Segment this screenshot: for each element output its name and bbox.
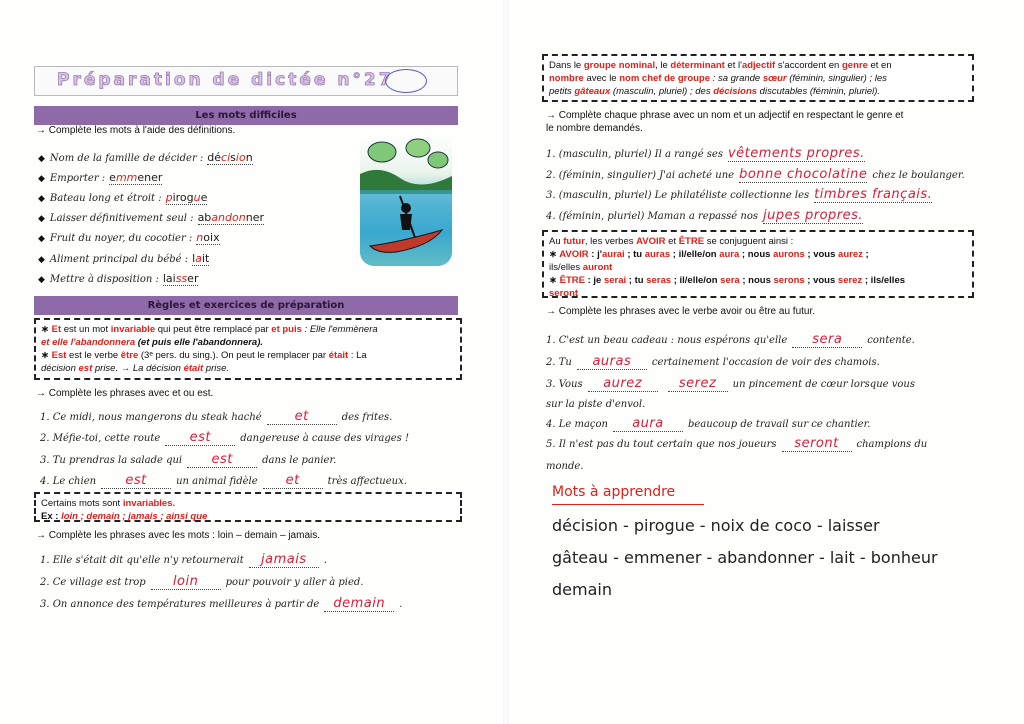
word-et: Et bbox=[51, 324, 62, 335]
handwritten-answer: sera bbox=[792, 332, 862, 348]
rule-text: Dans le bbox=[549, 60, 584, 71]
word-est: Est bbox=[51, 350, 67, 361]
word-filled-letters: ci bbox=[221, 151, 231, 164]
sentence-end: contente. bbox=[867, 335, 915, 346]
pronoun-text: ∗ bbox=[549, 275, 560, 286]
sentence-start: sur la piste d'envol. bbox=[546, 399, 646, 410]
word-filled-letters: mm bbox=[115, 171, 138, 184]
word-filled-letters: n bbox=[196, 231, 204, 244]
word-part: lai bbox=[162, 272, 176, 285]
pronoun-text: ; il/elle/on bbox=[671, 275, 721, 286]
rule-text: avec le bbox=[583, 73, 620, 84]
word-part: s bbox=[230, 151, 236, 164]
exercise-line bbox=[546, 394, 645, 412]
word-answer bbox=[192, 252, 209, 266]
rule-text: (3ᵉ pers. du sing.). On peut le remplacer par bbox=[138, 350, 329, 361]
word-definition-row bbox=[38, 148, 253, 166]
instruction-et-est: → Complète les phrases avec et ou est. bbox=[36, 388, 214, 399]
exercise-line bbox=[546, 374, 915, 392]
conjugated-form: ÊTRE bbox=[559, 275, 585, 286]
word-etre: être bbox=[120, 350, 139, 361]
word-part: n bbox=[245, 211, 253, 224]
pronoun-text: : je bbox=[584, 275, 604, 286]
rule-text: s'accordent en bbox=[775, 60, 842, 71]
sentence-start: 2. Tu bbox=[546, 357, 572, 368]
word-filled-letters: ss bbox=[175, 272, 188, 285]
sentence-end: certainement l'occasion de voir des chamois. bbox=[651, 357, 880, 368]
definition-clue: Nom de la famille de décider : bbox=[49, 153, 204, 164]
rule-et-est bbox=[34, 318, 462, 380]
bullet-icon: ◆ bbox=[38, 274, 45, 284]
mots-title: Mots à apprendre bbox=[552, 484, 676, 500]
sentence-end: très affectueux. bbox=[327, 476, 407, 487]
rule-text: et bbox=[665, 236, 679, 247]
rule-example-puis: (et puis elle l'abandonnera). bbox=[135, 337, 264, 348]
rule-text: discutables (féminin, pluriel). bbox=[757, 86, 881, 97]
mots-title-underline bbox=[552, 504, 704, 505]
exercise-line bbox=[546, 434, 927, 452]
conjugated-form: serai bbox=[603, 275, 627, 286]
exercise-line bbox=[40, 471, 407, 489]
rule-text: petits bbox=[549, 86, 575, 97]
word-groupe-nominal: groupe nominal bbox=[583, 60, 656, 71]
sentence-start: 1. C'est un beau cadeau : nous espérons qu'elle bbox=[546, 335, 788, 346]
rule-futur bbox=[542, 230, 974, 298]
right-page bbox=[512, 0, 1024, 724]
word-filled-letters: u bbox=[193, 191, 201, 204]
rule-text: Au bbox=[549, 236, 564, 247]
rule-text: prise. bbox=[203, 363, 230, 374]
definition-clue: Fruit du noyer, du cocotier : bbox=[49, 233, 193, 244]
sentence-end: un pincement de cœur lorsque vous bbox=[732, 379, 915, 390]
handwritten-answer: est bbox=[165, 430, 235, 446]
section-heading-regles: Règles et exercices de préparation bbox=[34, 296, 458, 315]
handwritten-answer: aura bbox=[613, 416, 683, 432]
rule-accord-adjectif bbox=[542, 54, 974, 102]
rule-text: Certains mots sont bbox=[41, 498, 123, 509]
definition-clue: Laisser définitivement seul : bbox=[49, 213, 194, 224]
sentence-start: 2. Ce village est trop bbox=[40, 577, 146, 588]
canoe-illustration bbox=[360, 134, 452, 266]
star-bullet: ∗ bbox=[41, 324, 49, 335]
exercise-line bbox=[546, 165, 965, 183]
bullet-icon: ◆ bbox=[38, 233, 45, 243]
handwritten-answer: jamais bbox=[249, 552, 319, 568]
sentence-start: 3. On annonce des températures meilleures à partir de bbox=[40, 599, 320, 610]
word-decisions: décisions bbox=[713, 86, 758, 97]
word-genre: genre bbox=[841, 60, 868, 71]
sentence-start: 1. (masculin, pluriel) Il a rangé ses bbox=[546, 149, 723, 160]
conjugated-form: aurons bbox=[773, 249, 805, 260]
rule-text: et en bbox=[867, 60, 892, 71]
canoe-drawing bbox=[360, 134, 452, 266]
word-definition-row bbox=[38, 168, 162, 186]
pronoun-text: ; vous bbox=[804, 275, 838, 286]
handwritten-answer: et bbox=[263, 473, 323, 489]
word-filled-letters: p bbox=[165, 191, 173, 204]
word-etre: ÊTRE bbox=[678, 236, 705, 247]
section-heading-mots-difficiles: Les mots difficiles bbox=[34, 106, 458, 125]
rule-example-et: et elle l'abandonnera bbox=[41, 337, 136, 348]
title-box bbox=[34, 66, 458, 96]
sentence-end: dangereuse à cause des virages ! bbox=[240, 433, 410, 444]
definition-clue: Aliment principal du bébé : bbox=[49, 254, 189, 265]
handwritten-answer: jupes propres. bbox=[763, 208, 864, 223]
page-title: Préparation de dictée n°27 bbox=[57, 70, 394, 90]
sentence-start: 5. Il n'est pas du tout certain que nos joueurs bbox=[546, 439, 777, 450]
pronoun-text: ; ils/elles bbox=[862, 275, 906, 286]
star-bullet: ∗ bbox=[41, 350, 49, 361]
handwritten-answer: est bbox=[101, 473, 171, 489]
exercise-line bbox=[40, 572, 363, 590]
word-part: er bbox=[187, 272, 199, 285]
rule-example: : Elle l'emmènera bbox=[301, 324, 378, 335]
word-part: i bbox=[201, 252, 206, 265]
word-answer bbox=[196, 231, 219, 245]
exercise-line bbox=[546, 456, 583, 474]
word-et-puis: et puis bbox=[271, 324, 302, 335]
instruction-avoir-etre: → Complète les phrases avec le verbe avoir ou être au futur. bbox=[546, 306, 816, 317]
instruction-loin-demain-jamais: → Complète les phrases avec les mots : loin – demain – jamais. bbox=[36, 530, 321, 541]
word-part: er bbox=[252, 211, 264, 224]
word-nombre: nombre bbox=[549, 73, 584, 84]
sentence-start: 1. Elle s'était dit qu'elle n'y retournerait bbox=[40, 555, 244, 566]
pronoun-text: ; bbox=[862, 249, 869, 260]
pronoun-text: ; tu bbox=[626, 275, 647, 286]
word-invariable: invariable bbox=[110, 324, 156, 335]
word-definition-row bbox=[38, 269, 198, 287]
definition-clue: Mettre à disposition : bbox=[49, 274, 159, 285]
bullet-icon: ◆ bbox=[38, 153, 45, 163]
word-part: t bbox=[205, 252, 210, 265]
word-filled-letters: andon bbox=[211, 211, 246, 224]
word-gateaux: gâteaux bbox=[574, 86, 611, 97]
bullet-icon: ◆ bbox=[38, 173, 45, 183]
sentence-end: des frites. bbox=[341, 412, 393, 423]
word-etait-example: était bbox=[183, 363, 204, 374]
exercise-line bbox=[546, 144, 870, 162]
number-circle bbox=[385, 69, 427, 93]
handwritten-answer: seront bbox=[782, 436, 852, 452]
rule-text: se conjuguent ainsi : bbox=[704, 236, 794, 247]
conjugated-form: serez bbox=[837, 275, 863, 286]
exercise-line bbox=[40, 450, 336, 468]
etre-conjugation bbox=[549, 274, 967, 287]
word-part: e bbox=[200, 191, 208, 204]
mots-line-1: décision - pirogue - noix de coco - laisser bbox=[552, 516, 880, 535]
definition-clue: Emporter : bbox=[49, 173, 106, 184]
exercise-line bbox=[546, 414, 870, 432]
word-part: oi bbox=[203, 231, 214, 244]
word-adjectif: adjectif bbox=[741, 60, 776, 71]
rule-text: et l' bbox=[724, 60, 742, 71]
conjugated-form: auras bbox=[644, 249, 671, 260]
word-part: en bbox=[137, 171, 152, 184]
sentence-start: 2. (féminin, singulier) J'ai acheté une bbox=[546, 170, 735, 181]
definition-clue: Bateau long et étroit : bbox=[49, 193, 162, 204]
sentence-start: 2. Méfie-toi, cette route bbox=[40, 433, 161, 444]
word-answer bbox=[207, 151, 252, 165]
conjugated-form: AVOIR bbox=[559, 249, 589, 260]
handwritten-answer: aurez bbox=[588, 376, 658, 392]
etre-seront: seront bbox=[549, 288, 579, 299]
rule-text: ils/elles bbox=[549, 262, 583, 273]
handwritten-answer: demain bbox=[324, 596, 394, 612]
bullet-icon: ◆ bbox=[38, 213, 45, 223]
rule-text: : La bbox=[348, 350, 367, 361]
handwritten-answer: vêtements propres. bbox=[727, 146, 865, 161]
exercise-line bbox=[546, 185, 937, 203]
sentence-end: champions du bbox=[856, 439, 928, 450]
avoir-auront: auront bbox=[582, 262, 613, 273]
word-part: dé bbox=[207, 151, 222, 164]
word-etait: était bbox=[328, 350, 349, 361]
exercise-line bbox=[546, 352, 880, 370]
mots-line-3: demain bbox=[552, 580, 612, 599]
word-definition-row bbox=[38, 188, 207, 206]
sentence-start: 3. Tu prendras la salade qui bbox=[40, 455, 183, 466]
conjugated-form: aurez bbox=[838, 249, 863, 260]
sentence-start: 4. Le maçon bbox=[546, 419, 608, 430]
word-answer bbox=[198, 211, 264, 225]
word-avoir: AVOIR bbox=[636, 236, 666, 247]
rule-invariables bbox=[34, 492, 462, 522]
pronoun-text: ; nous bbox=[739, 249, 774, 260]
rule-text: : sa grande bbox=[710, 73, 763, 84]
word-definition-row bbox=[38, 208, 264, 226]
exercise-line bbox=[40, 407, 392, 425]
exercise-line bbox=[40, 550, 327, 568]
rule-text: est le verbe bbox=[66, 350, 121, 361]
rule-text: décision bbox=[41, 363, 79, 374]
sentence-start: 3. Vous bbox=[546, 379, 583, 390]
sentence-start: 4. Le chien bbox=[40, 476, 97, 487]
word-filled-letters: a bbox=[195, 252, 202, 265]
pronoun-text: ; tu bbox=[624, 249, 645, 260]
word-part: e bbox=[109, 171, 116, 184]
sentence-start: 3. (masculin, pluriel) Le philatéliste collectionne les bbox=[546, 190, 810, 201]
word-answer bbox=[109, 171, 162, 185]
sentence-start: 4. (féminin, pluriel) Maman a repassé nos bbox=[546, 211, 758, 222]
word-part: er bbox=[151, 171, 163, 184]
word-definition-row bbox=[38, 249, 209, 267]
word-part: l bbox=[192, 252, 196, 265]
exercise-line bbox=[546, 206, 868, 224]
rule-text: est un mot bbox=[61, 324, 111, 335]
word-answer bbox=[166, 191, 208, 205]
conjugated-form: aurai bbox=[601, 249, 625, 260]
rule-text: (masculin, pluriel) ; des bbox=[610, 86, 714, 97]
word-part: x bbox=[213, 231, 220, 244]
instruction-nom-adjectif: → Complète chaque phrase avec un nom et un adjectif en respectant le genre et bbox=[546, 110, 904, 121]
conjugated-form: serons bbox=[773, 275, 805, 286]
word-est-example: est bbox=[78, 363, 93, 374]
sentence-middle: un animal fidèle bbox=[176, 476, 258, 487]
word-answer bbox=[163, 272, 199, 286]
sentence-end: . bbox=[399, 599, 403, 610]
word-futur: futur bbox=[563, 236, 585, 247]
bullet-icon: ◆ bbox=[38, 193, 45, 203]
pronoun-text: ; il/elle/on bbox=[670, 249, 720, 260]
word-definition-row bbox=[38, 228, 220, 246]
handwritten-answer: timbres français. bbox=[814, 187, 933, 202]
example-label: Ex : bbox=[41, 511, 59, 522]
rule-text: , les verbes bbox=[584, 236, 637, 247]
bullet-icon: ◆ bbox=[38, 254, 45, 264]
rule-text: qui peut être remplacé par bbox=[155, 324, 272, 335]
handwritten-answer: bonne chocolatine bbox=[739, 167, 868, 182]
handwritten-answer: est bbox=[187, 452, 257, 468]
conjugated-form: sera bbox=[720, 275, 740, 286]
exercise-line bbox=[40, 428, 409, 446]
example-words: loin ; demain ; jamais ; ainsi que bbox=[58, 511, 208, 522]
sentence-end: pour pouvoir y aller à pied. bbox=[225, 577, 364, 588]
pronoun-text: : j' bbox=[588, 249, 602, 260]
word-invariables: invariables. bbox=[122, 498, 176, 509]
exercise-line bbox=[40, 594, 402, 612]
sentence-end: beaucoup de travail sur ce chantier. bbox=[687, 419, 871, 430]
handwritten-answer: auras bbox=[577, 354, 647, 370]
word-filled-letters: io bbox=[235, 151, 246, 164]
word-part: ab bbox=[197, 211, 212, 224]
page-fold bbox=[503, 0, 509, 724]
instruction-nom-adjectif-2: le nombre demandés. bbox=[546, 123, 643, 134]
rule-text: prise. → La décision bbox=[92, 363, 184, 374]
word-part: n bbox=[245, 151, 253, 164]
sentence-start: 1. Ce midi, nous mangerons du steak haché bbox=[40, 412, 262, 423]
conjugated-form: aura bbox=[719, 249, 740, 260]
pronoun-text: ; nous bbox=[739, 275, 774, 286]
word-determinant: déterminant bbox=[670, 60, 725, 71]
conjugated-form: seras bbox=[646, 275, 672, 286]
sentence-end: dans le panier. bbox=[262, 455, 337, 466]
mots-line-2: gâteau - emmener - abandonner - lait - bonheur bbox=[552, 548, 938, 567]
instruction-mots: → Complète les mots à l'aide des définitions. bbox=[36, 125, 236, 136]
pronoun-text: ; vous bbox=[804, 249, 839, 260]
exercise-line bbox=[546, 330, 915, 348]
word-soeur: sœur bbox=[762, 73, 787, 84]
word-nom-chef: nom chef de groupe bbox=[619, 73, 711, 84]
left-page bbox=[0, 0, 500, 724]
sentence-end: chez le boulanger. bbox=[872, 170, 965, 181]
handwritten-answer: loin bbox=[151, 574, 221, 590]
rule-text: (féminin, singulier) ; les bbox=[786, 73, 887, 84]
sentence-start: monde. bbox=[546, 461, 584, 472]
handwritten-answer: et bbox=[267, 409, 337, 425]
avoir-conjugation bbox=[549, 248, 967, 261]
sentence-end: . bbox=[323, 555, 327, 566]
rule-text: , le bbox=[655, 60, 671, 71]
word-part: irog bbox=[172, 191, 194, 204]
handwritten-answer: serez bbox=[668, 376, 728, 392]
pronoun-text: ∗ bbox=[549, 249, 560, 260]
